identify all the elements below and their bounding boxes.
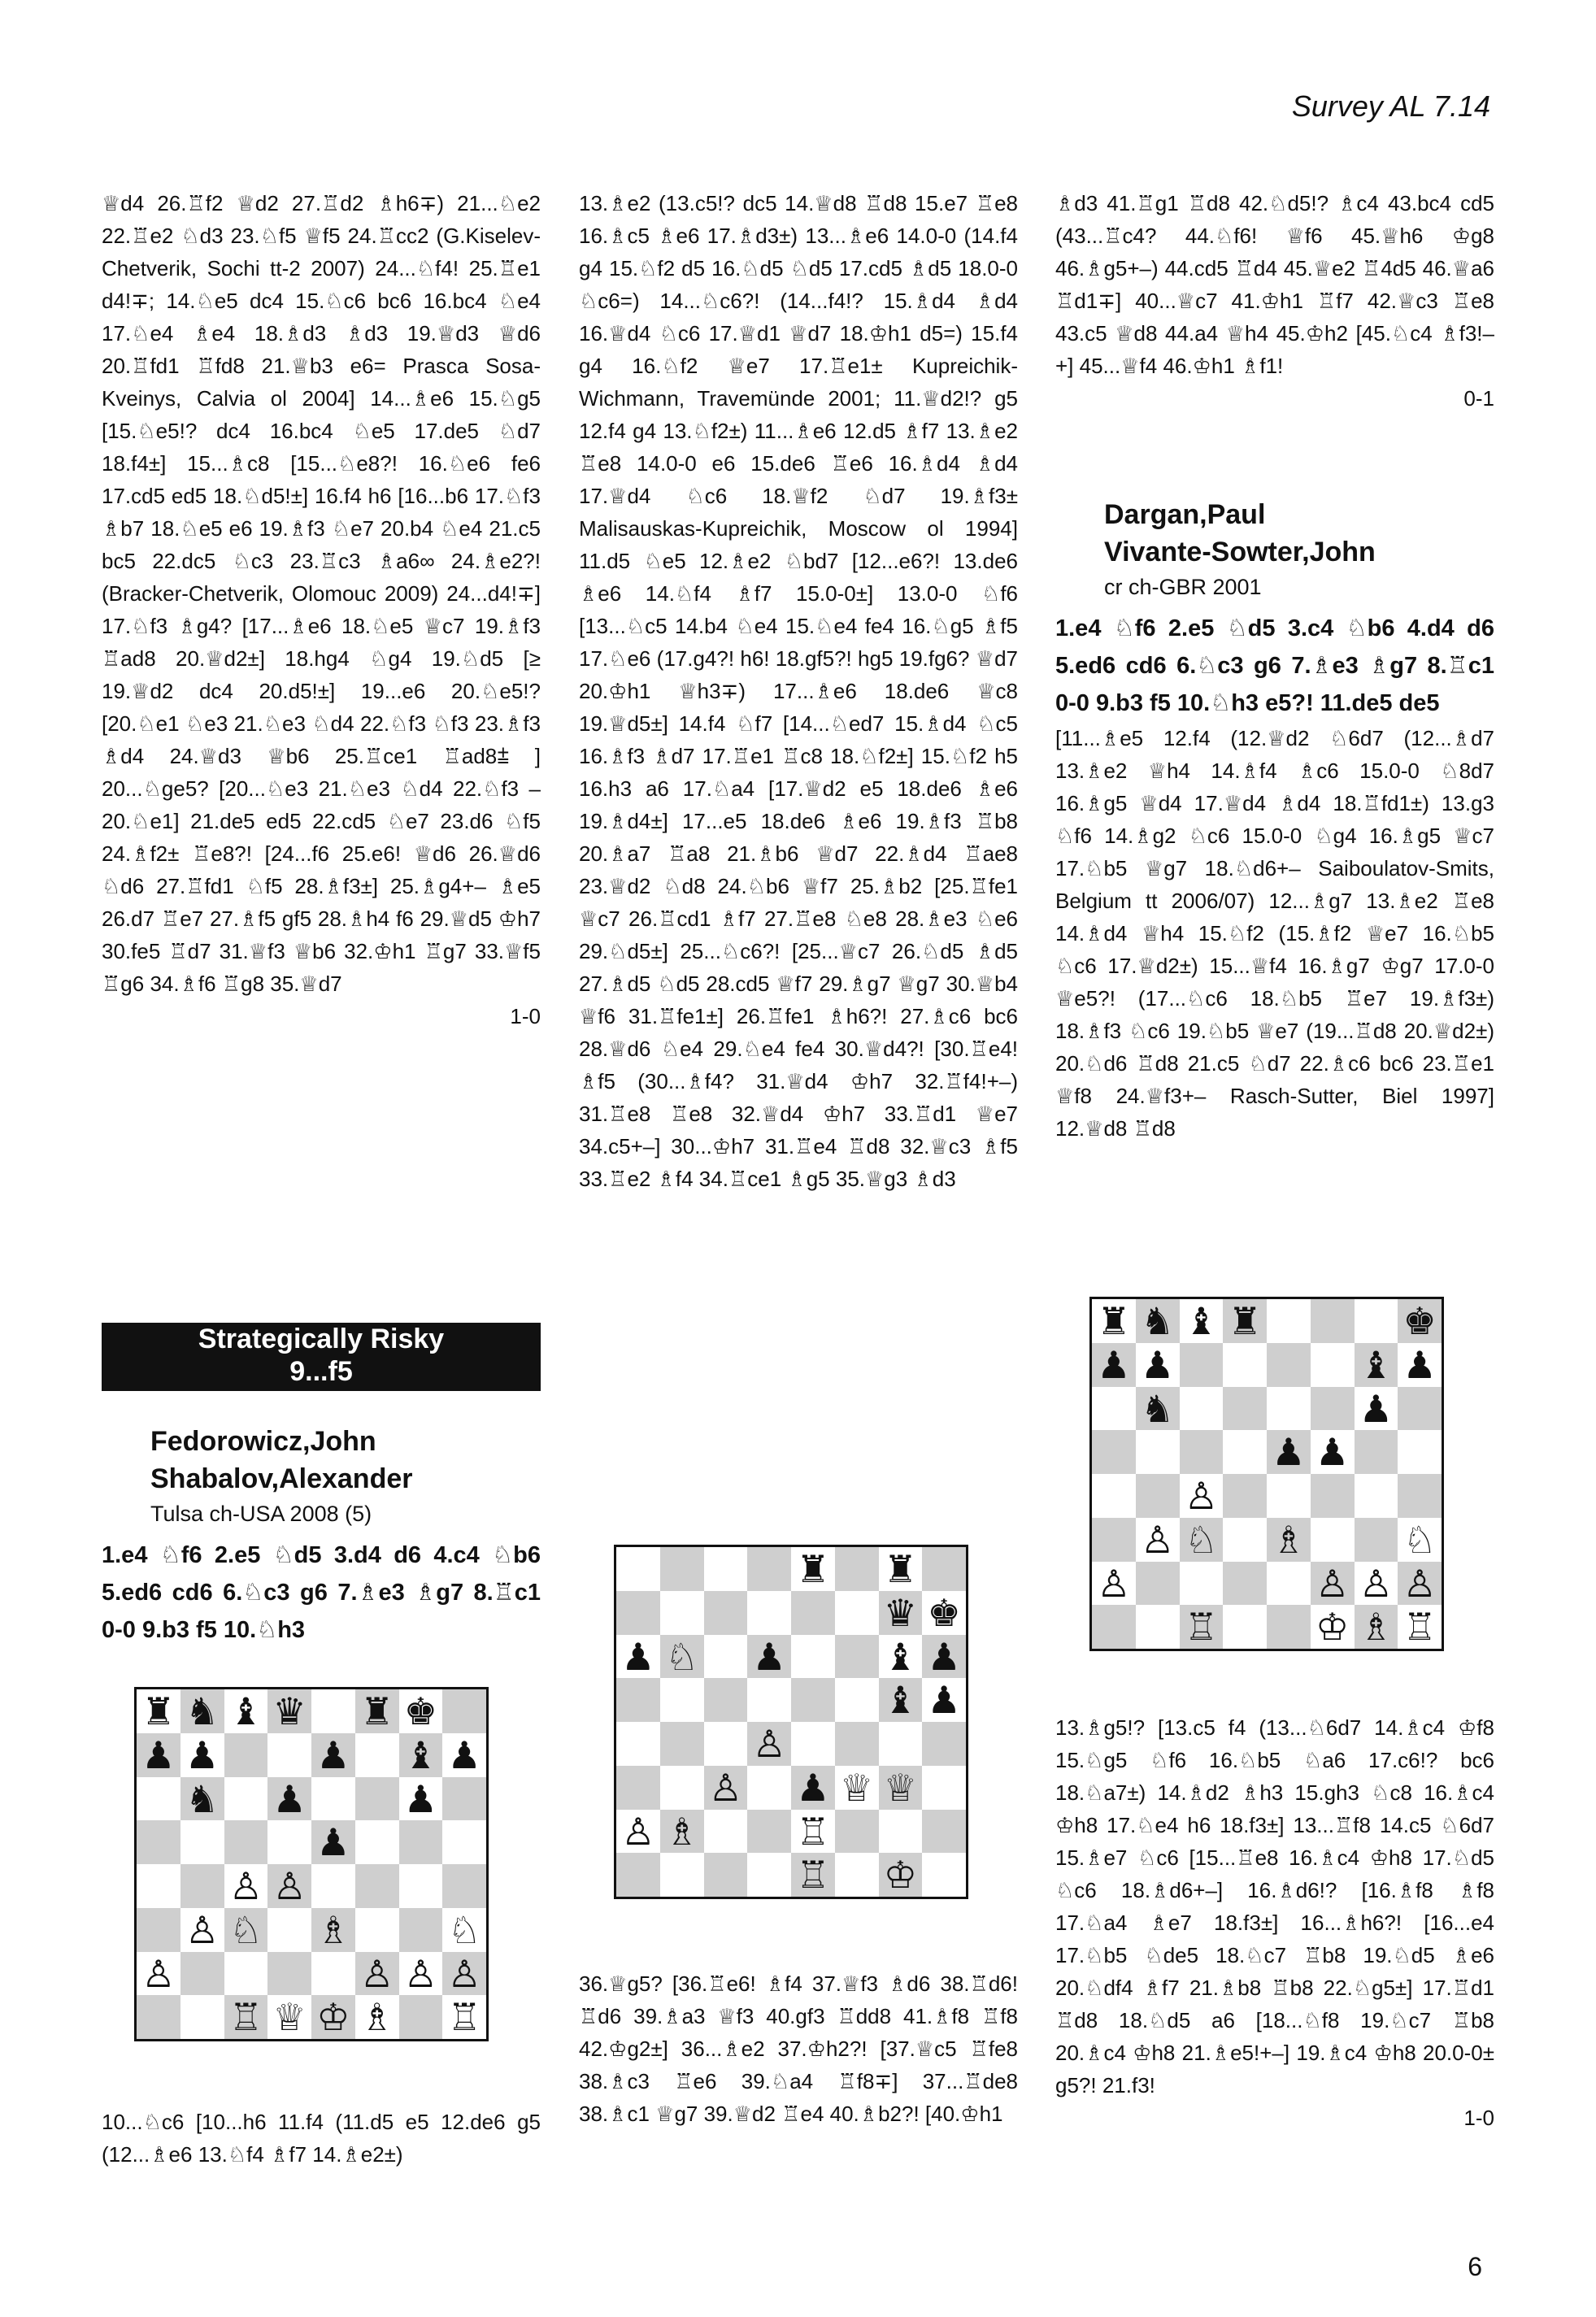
board-square: ♟ [747,1635,791,1679]
board-square [180,1820,224,1864]
game3-white-player: Dargan,Paul [1104,499,1266,530]
board-square [1398,1430,1442,1474]
board-square [835,1547,879,1591]
board-square [442,1777,486,1821]
board-square: ♘ [1402,1517,1437,1562]
board-square [791,1591,835,1635]
board-square [1092,1430,1136,1474]
board-square [137,1820,180,1864]
board-square [835,1591,879,1635]
board-square: ♗ [360,1995,394,2040]
board-square [311,1864,355,1908]
board-square [180,1864,224,1908]
board-square [355,1820,399,1864]
board-square [616,1766,660,1810]
board-square [660,1591,704,1635]
board-square: ♙ [1141,1517,1175,1562]
board-square: ♟ [1359,1386,1393,1431]
board-square [1398,1387,1442,1431]
board-square [180,1995,224,2039]
board-square [1311,1299,1355,1343]
board-square [224,1733,268,1777]
board-square [704,1722,748,1766]
board-square [660,1853,704,1897]
board-square: ♝ [399,1733,443,1777]
game2-result: 0-1 [1463,386,1494,411]
board-square [311,1689,355,1733]
game1-annotation-text: ♕d4 26.♖f2 ♕d2 27.♖d2 ♗h6∓) 21...♘e2 22.♖e2 ♘d3 23.♘f5 ♕f5 24.♖cc2 (G.Kiselev-Chetverik, Sochi tt-2 2007) 24...♘f4! 25.♖e1 d4!∓; 14.♘e5 dc4 15.♘c6 bc6 16.bc4 ♘e4 17.♘e4 ♗e4 18.♗d3 ♗d3 19.♕d3 ♕d6 20.♖fd1 ♖fd8 21.♕b3 e6= Prasca Sosa-Kveinys, Calvia ol 2004] 14...♗e6 15.♘g5 [15.♘e5!? dc4 16.bc4 ♘e5 17.de5 ♘d7 18.f4±] 15...♗c8 [15...♘e8?! 16.♘e6 fe6 17.cd5 ed5 18.♘d5!±] 16.f4 h6 [16...b6 17.♘f3 ♗b7 18.♘e5 e6 19.♗f3 ♘e7 20.b4 ♘e4 21.c5 bc5 22.dc5 ♘c3 23.♖c3 ♗a6∞ 24.♗e2?! (Bracker-Chetverik, Olomouc 2009) 24...d4!∓] 17.♘f3 ♗g4? [17...♗e6 18.♘e5 ♕c7 19.♗f3 ♖ad8 20.♕d2±] 18.hg4 ♘g4 19.♘d5 [≥ 19.♕d2 dc4 20.d5!±] 19...e6 20.♘e5!? [20.♘e1 ♘e3 21.♘e3 ♘d4 22.♘f3 ♘f3 23.♗f3 ♗d4 24.♕d3 ♕b6 25.♖ce1 ♖ad8⩲ ] 20...♘ge5? [20...♘e3 21.♘e3 ♘d4 22.♘f3 – 20.♘e1] 21.de5 ed5 22.cd5 ♘e7 23.d6 ♘f5 24.♗f2± ♖e8?! [24...f6 25.e6! ♕d6 26.♕d6 ♘d6 27.♖fd1 ♘f5 28.♗f3±] 25.♗g4+– ♗e5 26.d7 ♖e7 27.♗f5 gf5 28.♗h4 f6 29.♕d5 ♔h7 30.fe5 ♖d7 31.♕f3 ♕b6 32.♔h1 ♖g7 33.♕f5 ♖g6 34.♗f6 ♖g8 35.♕d7 [102,191,541,996]
board-square: ♚ [1398,1299,1442,1343]
board-square [1180,1562,1224,1606]
game2-white-player: Fedorowicz,John [150,1426,376,1457]
board-square [137,1908,180,1952]
board-square: ♘ [660,1635,704,1679]
board-square [311,1952,355,1996]
game3-body [1055,610,1494,1145]
board-square: ♙ [141,1951,176,1996]
board-square [267,1952,311,1996]
board-square: ♙ [442,1952,486,1996]
game2-continuation-2: 36.♕g5? [36.♖e6! ♗f4 37.♕f3 ♗d6 38.♖d6! ♖d6 39.♗a3 ♕f3 40.gf3 ♖dd8 41.♗f8 ♖f8 42.♔g2±] 36...♗e2 37.♔h2?! [37.♕c5 ♖fe8 38.♗c3 ♖e6 39.♘a4 ♖f8∓] 37...♖de8 38.♗c1 ♕g7 39.♕d2 ♖e4 40.♗b2?! [40.♔h1 [579,1971,1018,2126]
board-square [1136,1430,1180,1474]
board-square [355,1864,399,1908]
board-square: ♟ [403,1776,437,1821]
board-square [660,1766,704,1810]
column-3 [1055,187,1494,415]
board-square: ♞ [1136,1387,1180,1431]
board-square: ♛ [879,1591,923,1635]
board-square [1355,1299,1398,1343]
board-square [922,1810,966,1854]
page-number: 6 [1468,2252,1482,2281]
board-square: ♖ [224,1995,268,2039]
board-square [355,1908,399,1952]
board-square [922,1547,966,1591]
game2-event: Tulsa ch-USA 2008 (5) [150,1502,372,1526]
board-square: ♔ [311,1995,355,2039]
board-square [1180,1387,1224,1431]
board-square [1398,1474,1442,1518]
board-square: ♟ [311,1820,355,1864]
board-square: ♙ [1398,1562,1442,1606]
board-square: ♖ [796,1809,830,1854]
board-square: ♚ [403,1689,437,1733]
board-square [616,1722,660,1766]
board-square: ♗ [660,1810,704,1854]
game3-continuation [1055,1711,1494,2134]
board-square: ♖ [1402,1605,1437,1650]
board-square [1311,1474,1355,1518]
board-square [355,1777,399,1821]
board-square [1092,1474,1136,1518]
board-square: ♙ [267,1864,311,1908]
game3-event: cr ch-GBR 2001 [1104,575,1262,599]
board-square [922,1853,966,1897]
board-square [267,1908,311,1952]
board-square: ♞ [1136,1299,1180,1343]
board-square: ♙ [228,1864,263,1908]
board-square [616,1678,660,1722]
board-square: ♜ [796,1547,830,1591]
board-square: ♝ [228,1689,263,1733]
board-square [311,1777,355,1821]
board-square [747,1678,791,1722]
board-square: ♚ [927,1590,961,1635]
board-square [660,1722,704,1766]
board-square: ♘ [1180,1518,1224,1562]
board-square: ♕ [272,1995,307,2040]
board-square [1136,1474,1180,1518]
board-square [224,1820,268,1864]
board-square: ♙ [621,1809,655,1854]
board-square [224,1777,268,1821]
chess-diagram-2 [614,1545,968,1899]
board-square: ♞ [180,1689,224,1733]
board-square [1092,1605,1136,1649]
board-square: ♟ [185,1732,220,1777]
board-square [355,1733,399,1777]
board-square [922,1722,966,1766]
section-heading-line2: 9...f5 [289,1356,353,1387]
board-square [267,1820,311,1864]
running-header: Survey AL 7.14 [1291,89,1490,123]
board-square: ♝ [883,1634,917,1679]
board-square [835,1853,879,1897]
game3-header [1104,496,1494,603]
board-square: ♗ [1355,1605,1398,1649]
board-square [1180,1343,1224,1387]
board-square [747,1591,791,1635]
board-square [442,1689,486,1733]
board-square: ♗ [311,1908,355,1952]
board-square [835,1678,879,1722]
board-square: ♜ [1223,1299,1267,1343]
board-square [137,1777,180,1821]
board-square [1311,1343,1355,1387]
board-square: ♟ [621,1634,655,1679]
board-square: ♛ [267,1689,311,1733]
board-square: ♜ [355,1689,399,1733]
board-square: ♗ [1267,1518,1311,1562]
board-square: ♔ [879,1853,923,1897]
board-square [1180,1430,1224,1474]
game2-header [150,1423,541,1530]
section-heading-box [102,1323,541,1391]
board-square: ♜ [883,1547,917,1591]
board-square [1223,1343,1267,1387]
board-square: ♙ [747,1722,791,1766]
board-square [1223,1387,1267,1431]
board-square: ♔ [1316,1605,1350,1650]
board-square [616,1853,660,1897]
board-square [1267,1299,1311,1343]
board-square [267,1733,311,1777]
board-square: ♝ [1355,1343,1398,1387]
board-square [1223,1518,1267,1562]
board-square: ♙ [1097,1561,1131,1606]
board-square: ♞ [180,1777,224,1821]
game3-result: 1-0 [1463,2106,1494,2130]
section-heading-line1: Strategically Risky [198,1324,445,1354]
board-square [399,1820,443,1864]
board-square: ♜ [141,1689,176,1733]
board-square [879,1722,923,1766]
board-square [791,1678,835,1722]
board-square [399,1995,443,2039]
board-square [660,1678,704,1722]
game2-black-player: Shabalov,Alexander [150,1463,413,1494]
board-square: ♜ [1097,1299,1131,1343]
board-square: ♟ [1402,1342,1437,1387]
board-square: ♙ [1184,1474,1218,1518]
board-square: ♙ [1311,1562,1355,1606]
game3-black-player: Vivante-Sowter,John [1104,537,1376,567]
board-square: ♖ [1180,1605,1224,1649]
board-square: ♟ [927,1678,961,1723]
board-square [660,1547,704,1591]
board-square: ♘ [447,1907,481,1952]
board-square [399,1908,443,1952]
board-square [616,1547,660,1591]
board-square [1355,1474,1398,1518]
column-2 [579,187,1018,1195]
board-square: ♟ [447,1732,481,1777]
board-square [1267,1387,1311,1431]
board-square [747,1853,791,1897]
board-square [1267,1605,1311,1649]
board-square [224,1952,268,1996]
game2-opening-moves: 1.e4 ♘f6 2.e5 ♘d5 3.d4 d6 4.c4 ♘b6 5.ed6 cd6 6.♘c3 g6 7.♗e3 ♗g7 8.♖c1 0-0 9.b3 f5 10.♘h3 [102,1542,541,1643]
game3-opening-moves: 1.e4 ♘f6 2.e5 ♘d5 3.c4 ♘b6 4.d4 d6 5.ed6 cd6 6.♘c3 g6 7.♗e3 ♗g7 8.♖c1 0-0 9.b3 f5 10.♘h3 e5?! 11.de5 de5 [1055,615,1494,716]
board-square [1223,1562,1267,1606]
board-square [791,1635,835,1679]
board-square [1311,1518,1355,1562]
game3-annotation-text: [11...♗e5 12.f4 (12.♕d2 ♘6d7 (12...♗d7 13.♗e2 ♕h4 14.♗f4 ♗c6 15.0-0 ♘8d7 16.♗g5 ♕d4 17.♕d4 ♗d4 18.♖fd1±) 13.g3 ♘f6 14.♗g2 ♘c6 15.0-0 ♘g4 16.♗g5 ♕c7 17.♘b5 ♕g7 18.♘d6+– Saiboulatov-Smits, Belgium tt 2006/07) 12...♗g7 13.♗e2 ♖e8 14.♗d4 ♕h4 15.♘f2 (15.♗f2 ♕e7 16.♘b5 ♘c6 17.♕d2±) 15...♕f4 16.♗g7 ♔g7 17.0-0 ♕e5?! (17...♘c6 18.♘b5 ♖e7 19.♗f3±) 18.♗f3 ♘c6 19.♘b5 ♕e7 (19...♖d8 20.♕d2±) 20.♘d6 ♖d8 21.c5 ♘d7 22.♗c6 bc6 23.♖e1 ♕f8 24.♕f3+– Rasch-Sutter, Biel 1997] 12.♕d8 ♖d8 [1055,726,1494,1141]
board-square: ♟ [311,1733,355,1777]
chess-diagram-3 [1089,1297,1444,1651]
board-square [137,1864,180,1908]
board-square [1136,1605,1180,1649]
board-square [1267,1343,1311,1387]
board-square [1223,1474,1267,1518]
game3-continuation-text: 13.♗g5!? [13.c5 f4 (13...♘6d7 14.♗c4 ♔f8 15.♘g5 ♘f6 16.♘b5 ♘a6 17.c6!? bc6 18.♘a7±) 14.♗d2 ♗h3 15.gh3 ♘c8 16.♗c4 ♔h8 17.♘e4 h6 18.f3±] 13...♖f8 14.c5 ♘6d7 15.♗e7 ♘c6 [15...♖e8 16.♗c4 ♔h8 17.♘d5 ♘c6 18.♗d6+–] 16.♗d6!? [16.♗f8 ♗f8 17.♘a4 ♗e7 18.f3±] 16...♗h6?! [16...e4 17.♘b5 ♘de5 18.♘c7 ♖b8 19.♘d5 ♗e6 20.♘df4 ♗f7 21.♗b8 ♖b8 22.♘g5±] 17.♖d1 ♖d8 18.♘d5 a6 [18...♘f8 19.♘c7 ♖b8 20.♗c4 ♔h8 21.♗e5!+–] 19.♗c4 ♔h8 20.0-0± g5?! 21.f3! [1055,1715,1494,2097]
board-square: ♘ [224,1908,268,1952]
board-square [835,1635,879,1679]
board-square: ♕ [840,1765,874,1810]
board-square [704,1547,748,1591]
board-square: ♖ [791,1853,835,1897]
board-square [399,1864,443,1908]
board-square: ♙ [185,1907,220,1952]
board-square: ♟ [1141,1342,1175,1387]
board-square: ♟ [267,1777,311,1821]
board-square: ♝ [879,1678,923,1722]
board-square [1311,1387,1355,1431]
board-square: ♕ [879,1766,923,1810]
board-square [704,1678,748,1722]
board-square: ♙ [403,1951,437,1996]
board-square [1092,1518,1136,1562]
board-square [835,1810,879,1854]
game2-final-moves: ♗d3 41.♖g1 ♖d8 42.♘d5!? ♗c4 43.bc4 cd5 (43...♖c4? 44.♘f6! ♕f6 45.♕h6 ♔g8 46.♗g5+–) 44.cd5 ♖d4 45.♕e2 ♖4d5 46.♕a6 ♖d1∓] 40...♕c7 41.♔h1 ♖f7 42.♕c3 ♖e8 43.c5 ♕d8 44.a4 ♕h4 45.♔h2 [45.♘c4 ♗f3!–+] 45...♕f4 46.♔h1 ♗f1! [1055,191,1494,378]
board-square [747,1810,791,1854]
board-square [442,1820,486,1864]
column-1 [102,187,541,1032]
board-square [835,1722,879,1766]
board-square [616,1591,660,1635]
board-square [180,1952,224,1996]
board-square [442,1864,486,1908]
board-square: ♖ [447,1995,481,2040]
board-square [879,1810,923,1854]
game1-result: 1-0 [510,1004,541,1028]
board-square [704,1635,748,1679]
board-square [1355,1518,1398,1562]
board-square: ♙ [704,1766,748,1810]
board-square: ♟ [922,1635,966,1679]
board-square [1267,1562,1311,1606]
board-square: ♝ [1184,1299,1218,1343]
board-square: ♟ [1267,1430,1311,1474]
board-square [1223,1430,1267,1474]
board-square [704,1853,748,1897]
board-square [791,1722,835,1766]
board-square: ♟ [1092,1343,1136,1387]
board-square [137,1995,180,2039]
board-square [1092,1387,1136,1431]
game2-continuation: 10...♘c6 [10...h6 11.f4 (11.d5 e5 12.de6 g5 (12...♗e6 13.♘f4 ♗f7 14.♗e2±) [102,2110,541,2167]
board-square [1267,1474,1311,1518]
board-square [1136,1562,1180,1606]
board-square [704,1591,748,1635]
board-square [704,1810,748,1854]
board-square [922,1766,966,1810]
board-square [747,1547,791,1591]
board-square [1223,1605,1267,1649]
board-square: ♙ [1359,1561,1393,1606]
board-square: ♙ [355,1952,399,1996]
board-square: ♟ [791,1766,835,1810]
game2-annotation-text: 13.♗e2 (13.c5!? dc5 14.♕d8 ♖d8 15.e7 ♖e8 16.♗c5 ♗e6 17.♗d3±) 13...♗e6 14.0-0 (14.f4 g4 15.♘f2 d5 16.♘d5 ♘d5 17.cd5 ♗d5 18.0-0 ♘c6=) 14...♘c6?! (14...f4!? 15.♗d4 ♗d4 16.♕d4 ♘c6 17.♕d1 ♕d7 18.♔h1 d5=) 15.f4 g4 16.♘f2 ♕e7 17.♖e1± Kupreichik-Wichmann, Travemünde 2001; 11.♕d2!? g5 12.f4 g4 13.♘f2±) 11...♗e6 12.d5 ♗f7 13.♗e2 ♖e8 14.0-0 e6 15.de6 ♖e6 16.♗d4 ♗d4 17.♕d4 ♘c6 18.♕f2 ♘d7 19.♗f3± Malisauskas-Kupreichik, Moscow ol 1994] 11.d5 ♘e5 12.♗e2 ♘bd7 [12...e6?! 13.de6 ♗e6 14.♘f4 ♗f7 15.0-0±] 13.0-0 ♘f6 [13...♘c5 14.b4 ♘e4 15.♘e4 fe4 16.♘g5 ♗f5 17.♘e6 (17.g4?! h6! 18.gf5?! hg5 19.fg6? ♕d7 20.♔h1 ♕h3∓) 17...♗e6 18.de6 ♕c8 19.♕d5±] 14.f4 ♘f7 [14...♘ed7 15.♗d4 ♘c5 16.♗f3 ♗d7 17.♖e1 ♖c8 18.♘f2±] 15.♘f2 h5 16.h3 a6 17.♘a4 [17.♕d2 e5 18.de6 ♗e6 19.♗d4±] 17...e5 18.de6 ♗e6 19.♗f3 ♖b8 20.♗a7 ♖a8 21.♗b6 ♕d7 22.♗d4 ♖ae8 23.♕d2 ♘d8 24.♘b6 ♕f7 25.♗b2 [25.♖fe1 ♕c7 26.♖cd1 ♗f7 27.♖e8 ♘e8 28.♗e3 ♘e6 29.♘d5±] 25...♘c6?! [25...♕c7 26.♘d5 ♗d5 27.♗d5 ♘d5 28.cd5 ♕f7 29.♗g7 ♕g7 30.♕b4 ♕f6 31.♖fe1±] 26.♖fe1 ♗h6?! 27.♗c6 bc6 28.♕d6 ♘e4 29.♘e4 fe4 30.♕d4?! [30.♖e4! ♗f5 (30...♗f4? 31.♕d4 ♔h7 32.♖f4!+–) 31.♖e8 ♖e8 32.♕d4 ♔h7 33.♖d1 ♕e7 34.c5+–] 30...♔h7 31.♖e4 ♖d8 32.♕c3 ♗f5 33.♖e2 ♗f4 34.♖ce1 ♗g5 35.♕g3 ♗d3 [579,191,1018,1191]
board-square: ♟ [1316,1430,1350,1475]
board-square: ♟ [137,1733,180,1777]
chess-diagram-1 [134,1687,489,2041]
board-square [1355,1430,1398,1474]
board-square [747,1766,791,1810]
